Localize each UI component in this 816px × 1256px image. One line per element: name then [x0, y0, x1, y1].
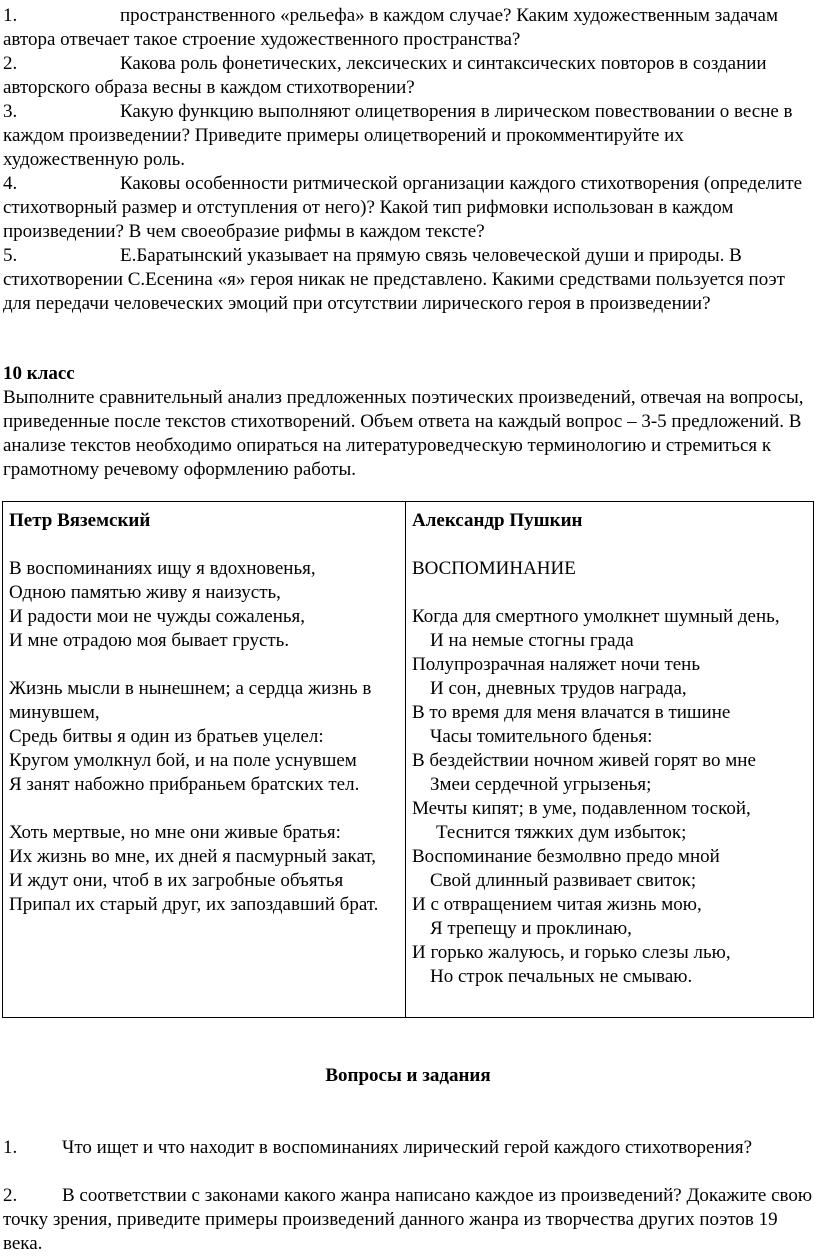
poem-right-title: ВОСПОМИНАНИЕ [412, 558, 576, 579]
poem-line: И на немые стогны града [430, 630, 634, 651]
poem-line: Одною памятью живу я наизусть, [9, 582, 281, 603]
poem-line: Я трепещу и проклинаю, [430, 918, 632, 939]
poems-table [2, 501, 814, 1018]
poem-line: Мечты кипят; в уме, подавленном тоской, [412, 798, 751, 819]
poem-line: И горько жалуюсь, и горько слезы лью, [412, 942, 731, 963]
question-item [3, 1184, 813, 1256]
poem-line: В бездействии ночном живей горят во мне [412, 750, 756, 771]
poem-left-author: Петр Вяземский [9, 510, 151, 531]
poem-line: Но строк печальных не смываю. [430, 966, 693, 987]
question-number: 3. [3, 101, 18, 122]
poem-line: Змеи сердечной угрызенья; [430, 774, 652, 795]
question-item [3, 172, 813, 244]
poem-line: Полупрозрачная наляжет ночи тень [412, 654, 701, 675]
question-number: 1. [3, 5, 18, 26]
poem-line: И радости мои не чужды сожаленья, [9, 606, 306, 627]
instructions-paragraph: Выполните сравнительный анализ предложенных поэтических произведений, отвечая на вопросы, приведенные после текстов стихотворений. Объем ответа на каждый вопрос – 3-5 предложений. В анализе текстов необходимо опираться на литературоведческую терминологию и стремиться к грамотному речевому оформлению работы. [3, 387, 804, 480]
question-item [3, 1136, 813, 1160]
poem-line: Воспоминание безмолвно предо мной [412, 846, 720, 867]
poem-line: И ждут они, чтоб в их загробные объятья [9, 870, 344, 891]
poem-line: И мне отрадою моя бывает грусть. [9, 630, 290, 651]
poem-line: Их жизнь во мне, их дней я пасмурный закат, [9, 846, 377, 867]
poem-line: В то время для меня влачатся в тишине [412, 702, 731, 723]
question-text: В соответствии с законами какого жанра написано каждое из произведений? Докажите свою точку зрения, приведите примеры произведений данного жанра из творчества других поэтов 19 века. [3, 1185, 813, 1254]
poem-line: Я занят набожно прибраньем братских тел. [9, 774, 360, 795]
question-number: 5. [3, 245, 18, 266]
poem-line: И с отвращением читая жизнь мою, [412, 894, 702, 915]
poem-line: Средь битвы я один из братьев уцелел: [9, 726, 324, 747]
question-text: Какова роль фонетических, лексических и синтаксических повторов в создании авторского образа весны в каждом стихотворении? [3, 53, 767, 98]
question-number: 2. [3, 1185, 18, 1206]
section-heading: Вопросы и задания [325, 1065, 491, 1086]
poem-line: Теснится тяжких дум избыток; [436, 822, 687, 843]
poem-line: Припал их старый друг, их запоздавший брат. [9, 894, 379, 915]
question-text: Какую функцию выполняют олицетворения в лирическом повествовании о весне в каждом произведении? Приведите примеры олицетворений и прокомментируйте их художественную роль. [3, 101, 793, 170]
poem-line: Когда для смертного умолкнет шумный день, [412, 606, 780, 627]
question-number: 2. [3, 53, 18, 74]
question-item [3, 4, 813, 52]
poem-line: Часы томительного бденья: [430, 726, 653, 747]
poem-line: В воспоминаниях ищу я вдохновенья, [9, 558, 316, 579]
poem-line: Жизнь мысли в нынешнем; а сердца жизнь в минувшем, [9, 678, 372, 723]
grade-title: 10 класс [3, 363, 75, 384]
question-item [3, 100, 813, 172]
poem-left-cell [3, 502, 406, 1018]
poem-line: И сон, дневных трудов награда, [430, 678, 687, 699]
question-text: пространственного «рельефа» в каждом случае? Каким художественным задачам автора отвечает такое строение художественного пространства? [3, 5, 778, 50]
question-text: Е.Баратынский указывает на прямую связь человеческой души и природы. В стихотворении С.Есенина «я» героя никак не представлено. Какими средствами пользуется поэт для передачи человеческих эмоций при отсутствии лирического героя в произведении? [3, 245, 785, 314]
poem-line: Хоть мертвые, но мне они живые братья: [9, 822, 341, 843]
poem-line: Кругом умолкнул бой, и на поле уснувшем [9, 750, 357, 771]
poem-right-cell [406, 502, 814, 1018]
question-item [3, 244, 813, 316]
poem-right-author: Александр Пушкин [412, 510, 583, 531]
poem-line: Свой длинный развивает свиток; [430, 870, 697, 891]
question-number: 4. [3, 173, 18, 194]
question-text: Что ищет и что находит в воспоминаниях лирический герой каждого стихотворения? [62, 1137, 753, 1158]
question-item [3, 52, 813, 100]
question-number: 1. [3, 1137, 18, 1158]
question-text: Каковы особенности ритмической организации каждого стихотворения (определите стихотворный размер и отступления от него)? Какой тип рифмовки использован в каждом произведении? В чем своеобразие рифмы в каждом тексте? [3, 173, 803, 242]
